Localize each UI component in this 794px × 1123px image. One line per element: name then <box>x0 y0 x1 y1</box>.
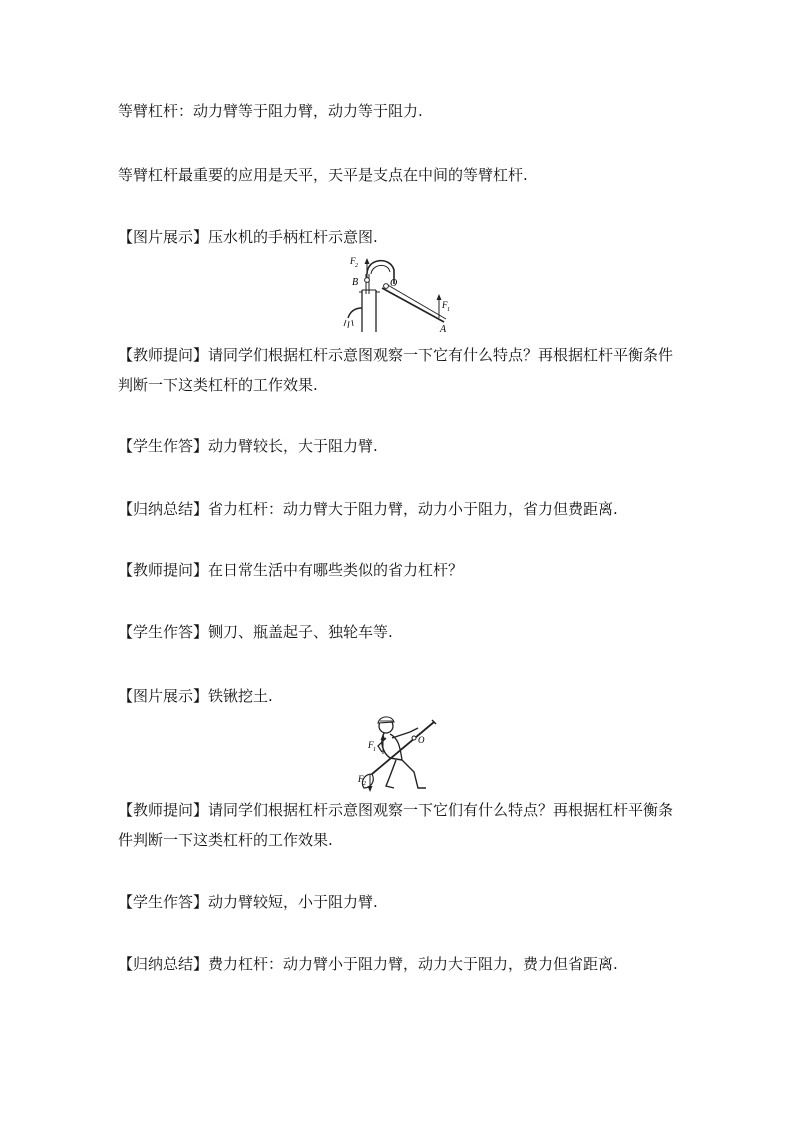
label-b: B <box>352 277 359 288</box>
paragraph-pump-figure-intro: 【图片展示】压水机的手柄杠杆示意图. <box>118 228 378 246</box>
label-f2-sub: 2 <box>363 781 366 787</box>
label-f1: F <box>368 740 374 750</box>
paragraph-student-answer-2: 【学生作答】铡刀、瓶盖起子、独轮车等. <box>118 623 393 641</box>
paragraph-teacher-question-1: 【教师提问】请同学们根据杠杆示意图观察一下它有什么特点？再根据杠杆平衡条件判断一下这类杠杆的工作效果. <box>118 346 674 394</box>
paragraph-shovel-figure-intro: 【图片展示】铁锹挖土. <box>118 687 273 705</box>
label-f1-sub: 1 <box>373 747 376 753</box>
paragraph-summary-force-saving: 【归纳总结】省力杠杆：动力臂大于阻力臂，动力小于阻力，省力但费距离. <box>118 500 618 518</box>
paragraph-student-answer-1: 【学生作答】动力臂较长，大于阻力臂. <box>118 437 378 455</box>
shovel-lever-figure <box>356 712 440 794</box>
paragraph-teacher-question-3: 【教师提问】请同学们根据杠杆示意图观察一下它们有什么特点？再根据杠杆平衡条件判断一下这类杠杆的工作效果. <box>118 801 674 849</box>
label-f1-sub: 1 <box>447 307 450 313</box>
pump-lever-figure <box>336 252 460 336</box>
label-f2: F <box>358 774 364 784</box>
label-f1: F <box>442 300 448 310</box>
label-o: O <box>390 278 398 289</box>
label-o: O <box>418 735 425 745</box>
paragraph-student-answer-3: 【学生作答】动力臂较短，小于阻力臂. <box>118 893 378 911</box>
label-a: A <box>440 324 447 335</box>
paragraph-balance-application: 等臂杠杆最重要的应用是天平，天平是支点在中间的等臂杠杆. <box>118 166 528 184</box>
paragraph-summary-force-costing: 【归纳总结】费力杠杆：动力臂小于阻力臂，动力大于阻力，费力但省距离. <box>118 955 618 973</box>
paragraph-teacher-question-2: 【教师提问】在日常生活中有哪些类似的省力杠杆？ <box>118 561 464 579</box>
paragraph-equal-arm-definition: 等臂杠杆：动力臂等于阻力臂，动力等于阻力. <box>118 102 423 120</box>
label-f2-sub: 2 <box>355 263 358 269</box>
label-f2: F <box>350 256 356 266</box>
